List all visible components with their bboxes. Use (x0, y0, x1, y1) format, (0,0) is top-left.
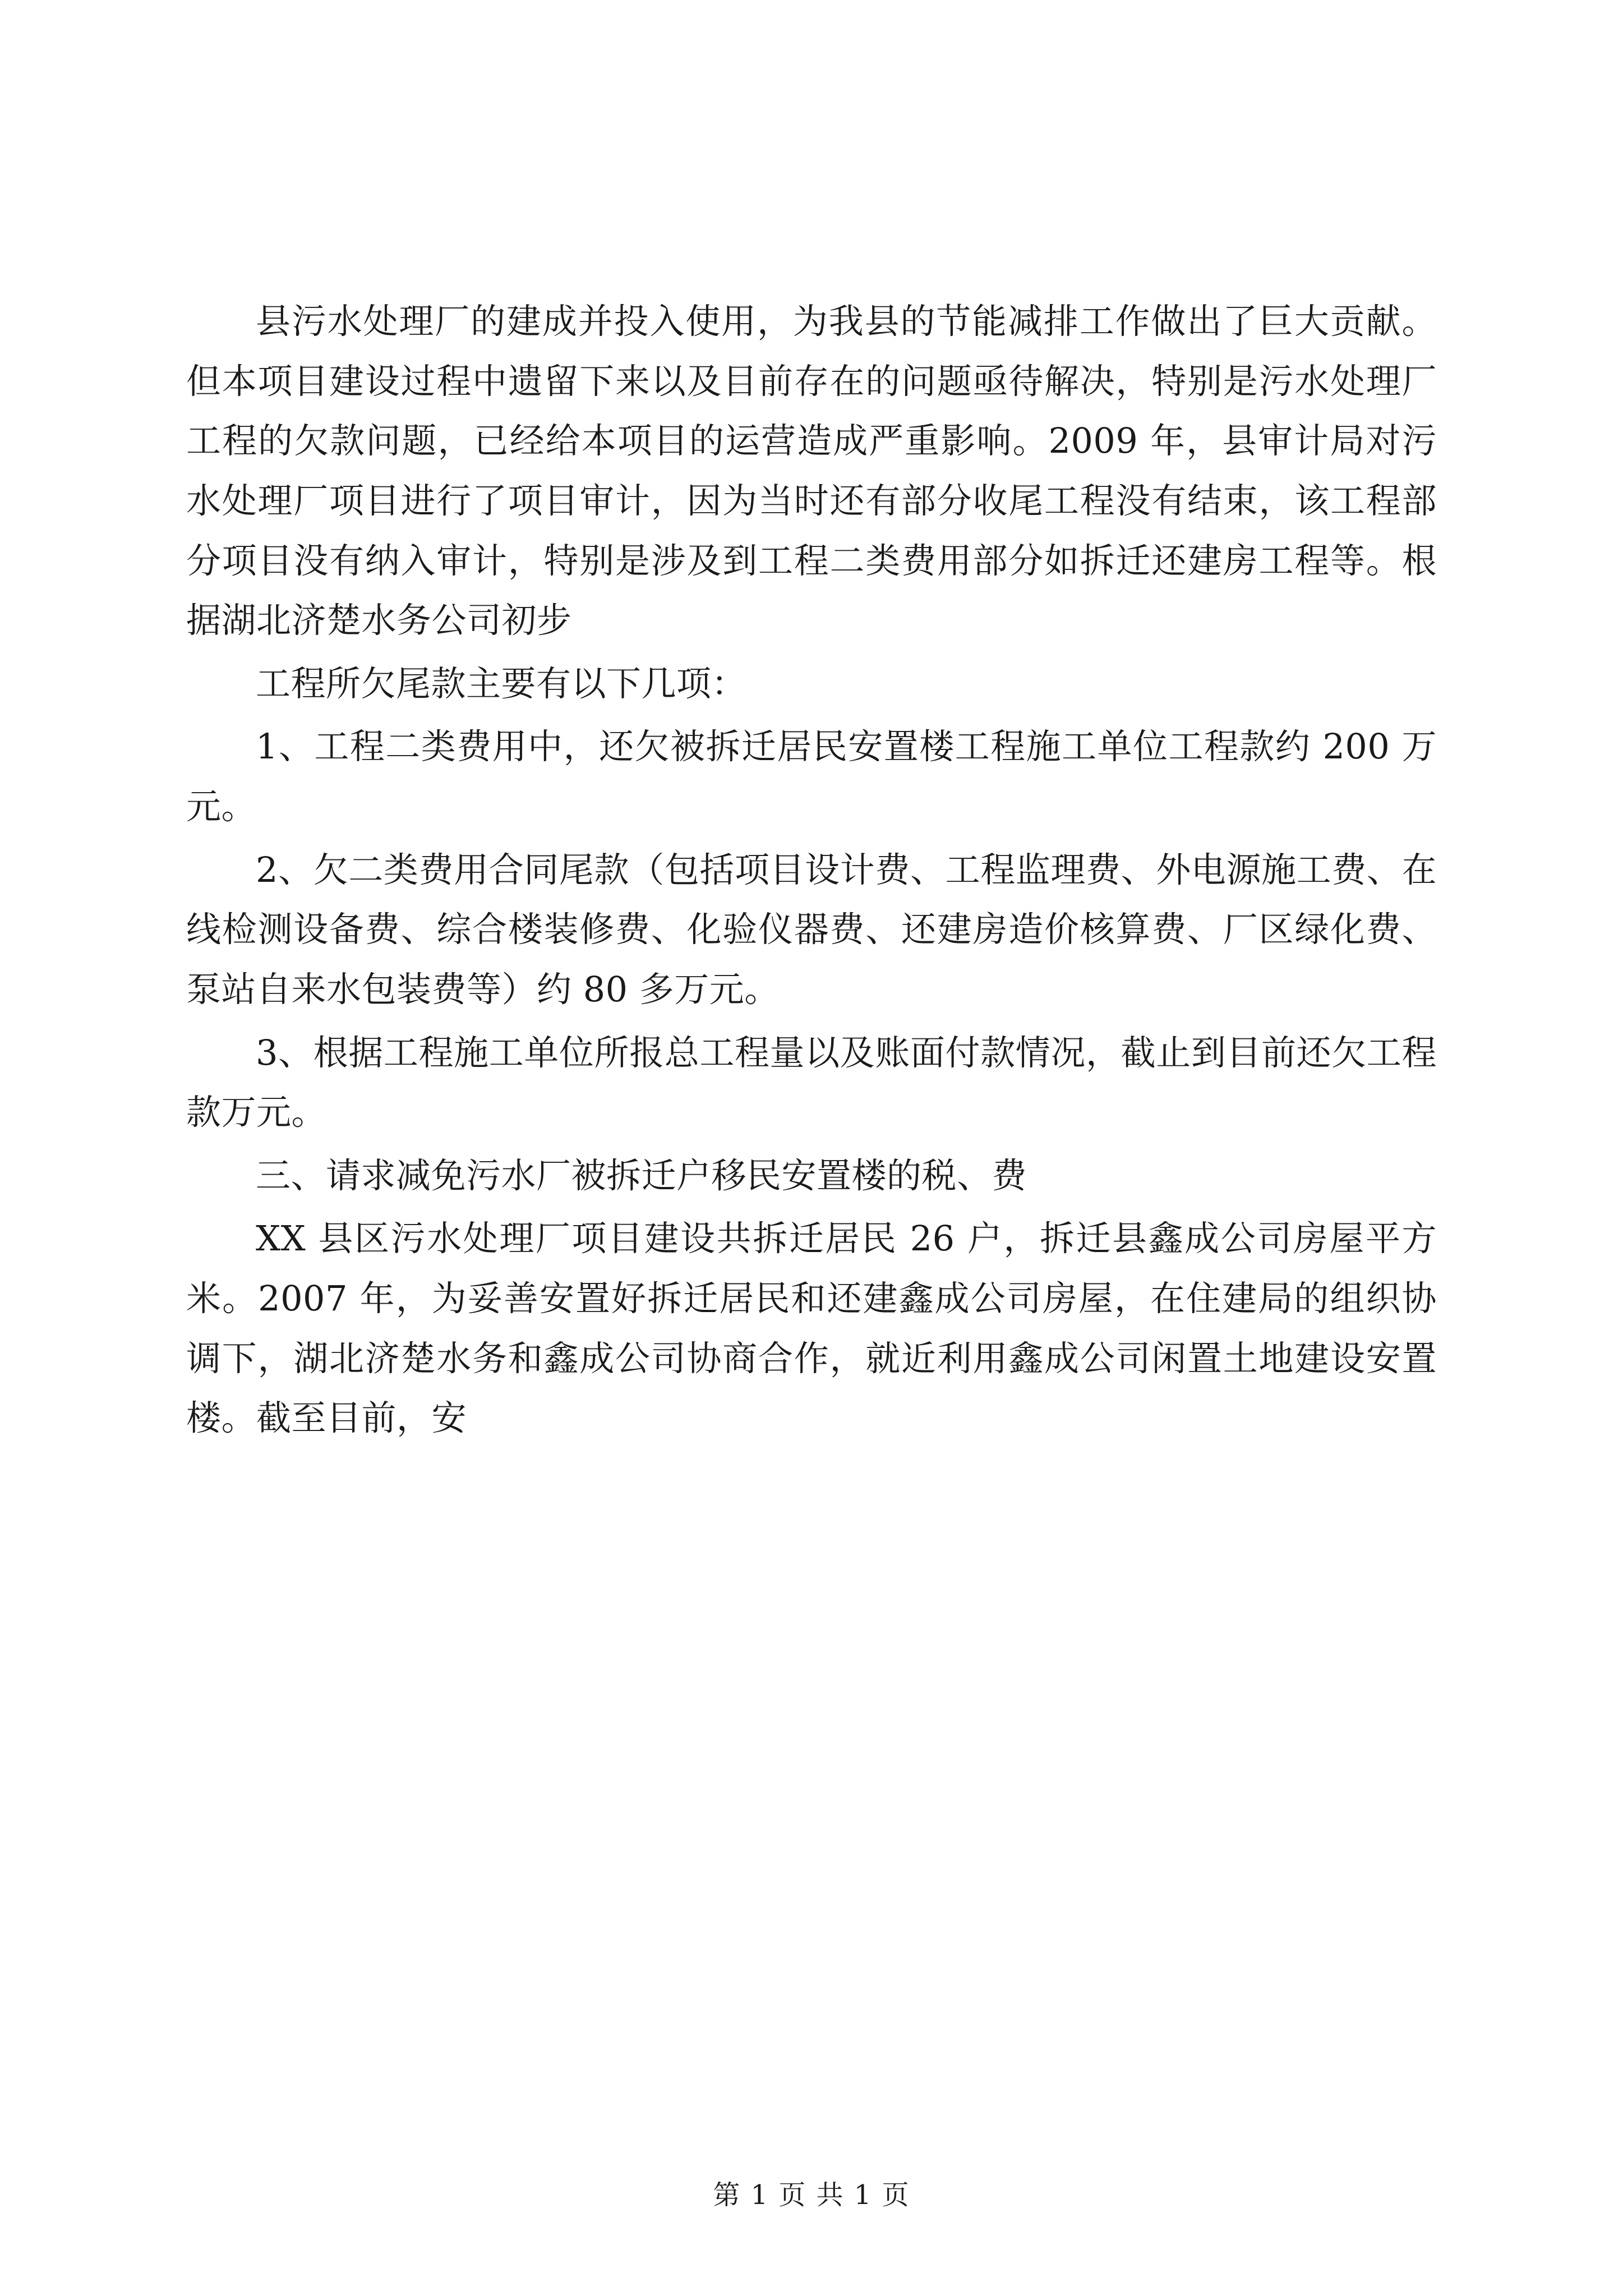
paragraph: XX 县区污水处理厂项目建设共拆迁居民 26 户，拆迁县鑫成公司房屋平方米。2007 年，为妥善安置好拆迁居民和还建鑫成公司房屋，在住建局的组织协调下，湖北济楚水务和鑫成公司协商合作，就近利用鑫成公司闲置土地建设安置楼。截至目前，安 (186, 1218, 1437, 1439)
document-body (186, 292, 1437, 1448)
page-footer: 第 1 页 共 1 页 (713, 2179, 910, 2211)
paragraph: 1、工程二类费用中，还欠被拆迁居民安置楼工程施工单位工程款约 200 万元。 (186, 726, 1437, 827)
paragraph: 县污水处理厂的建成并投入使用，为我县的节能减排工作做出了巨大贡献。但本项目建设过程中遗留下来以及目前存在的问题亟待解决，特别是污水处理厂工程的欠款问题，已经给本项目的运营造成严重影响。2009 年，县审计局对污水处理厂项目进行了项目审计，因为当时还有部分收尾工程没有结束，该工程部分项目没有纳入审计，特别是涉及到工程二类费用部分如拆迁还建房工程等。根据湖北济楚水务公司初步 (186, 301, 1437, 641)
paragraph: 2、欠二类费用合同尾款（包括项目设计费、工程监理费、外电源施工费、在线检测设备费、综合楼装修费、化验仪器费、还建房造价核算费、厂区绿化费、泵站自来水包装费等）约 80 多万元。 (186, 849, 1437, 1010)
paragraph: 3、根据工程施工单位所报总工程量以及账面付款情况，截止到目前还欠工程款万元。 (186, 1032, 1437, 1133)
paragraph: 三、请求减免污水厂被拆迁户移民安置楼的税、费 (256, 1154, 1027, 1196)
paragraph: 工程所欠尾款主要有以下几项： (256, 662, 747, 704)
